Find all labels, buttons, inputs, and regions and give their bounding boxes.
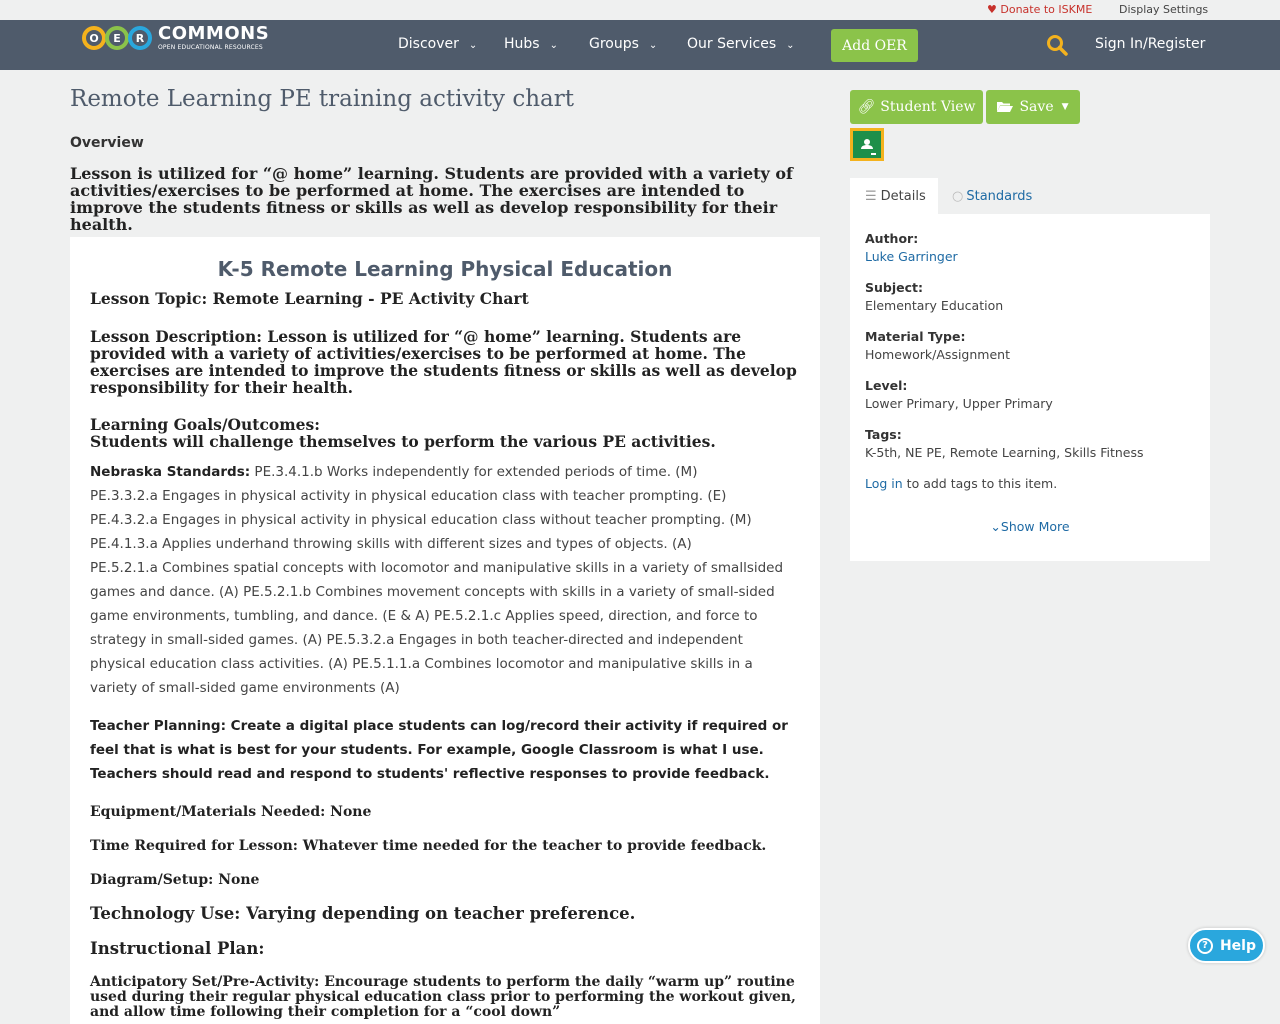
question-icon: ? <box>1197 938 1213 954</box>
logo-letter-r: R <box>128 26 152 50</box>
save-dropdown-button[interactable] <box>986 90 1080 124</box>
caret-down-icon: ▼ <box>1061 102 1069 112</box>
folder-open-icon <box>997 101 1013 113</box>
nav-our-services-label: Our Services <box>687 36 777 52</box>
google-classroom-icon <box>853 131 881 158</box>
nav-groups[interactable] <box>589 36 657 52</box>
standards-label: Nebraska Standards: <box>90 464 251 480</box>
show-more-label: Show More <box>1000 519 1070 534</box>
log-in-link[interactable]: Log in <box>865 476 903 491</box>
student-view-label: Student View <box>880 99 976 115</box>
student-view-button[interactable] <box>850 90 983 124</box>
nav-groups-label: Groups <box>589 36 639 52</box>
standards-line: PE.5.2.1.a Combines spatial concepts with locomotor and manipulative skills in a variety of smallsided games and dance. (A) PE.5.2.1.b Combines movement concepts with skills in a variety of small-sided game environments, tumbling, and dance. (E & A) PE.5.2.1.c Applies speed, direction, and force to strategy in small-sided games. (A) PE.5.3.2.a Engages in both teacher-directed and independent physical education class activities. (A) PE.5.1.1.a Combines locomotor and manipulative skills in a variety of small-sided game environments (A) <box>90 560 784 696</box>
overview-heading: Overview <box>70 135 144 151</box>
logo-text <box>158 25 269 51</box>
search-icon[interactable] <box>1046 34 1068 56</box>
equipment-needed: Equipment/Materials Needed: None <box>90 804 372 820</box>
anticipatory-set: Anticipatory Set/Pre-Activity: Encourage students to perform the daily “warm up” routine used during their regular physical education class prior to performing the workout given, and allow time following their completion for a “cool down” <box>90 974 796 1020</box>
time-required: Time Required for Lesson: Whatever time needed for the teacher to provide feedback. <box>90 838 767 854</box>
diagram-setup: Diagram/Setup: None <box>90 872 260 888</box>
teacher-planning: Teacher Planning: Create a digital place students can log/record their activity if required or feel that is what is best for your students. For example, Google Classroom is what I use. Teachers should read and respond to students' reflective responses to provide feedback. <box>90 718 788 782</box>
nav-discover[interactable] <box>398 36 477 52</box>
author-label: Author: <box>865 231 919 246</box>
chevron-down-icon: ⌄ <box>990 519 1001 534</box>
details-panel <box>850 214 1210 561</box>
level-value: Lower Primary, Upper Primary <box>865 396 1053 411</box>
help-button[interactable] <box>1188 928 1265 963</box>
material-type-label: Material Type: <box>865 329 966 344</box>
show-more-link[interactable] <box>865 519 1195 534</box>
learning-goals-text: Students will challenge themselves to perform the various PE activities. <box>90 432 716 451</box>
link-icon: 🔗︎ <box>857 99 876 115</box>
subject-label: Subject: <box>865 280 923 295</box>
login-rest-text: to add tags to this item. <box>902 476 1058 491</box>
list-icon: ☰ <box>865 188 877 204</box>
login-to-tag <box>865 476 1195 491</box>
learning-goals <box>90 416 800 450</box>
standards-line: PE.3.3.2.a Engages in physical activity in physical education class with teacher prompting. (E) <box>90 488 727 504</box>
page-title: Remote Learning PE training activity chart <box>70 86 574 112</box>
standards-line: PE.4.1.3.a Applies underhand throwing skills with different sizes and types of objects. (A) <box>90 536 692 552</box>
chevron-down-icon: ⌄ <box>549 40 558 51</box>
save-label: Save <box>1019 99 1054 115</box>
chevron-down-icon: ⌄ <box>648 40 658 51</box>
nav-hubs[interactable] <box>504 36 558 52</box>
utility-bar <box>0 0 1280 20</box>
subject-value: Elementary Education <box>865 298 1004 313</box>
add-oer-button[interactable]: Add OER <box>831 29 918 62</box>
chevron-down-icon: ⌄ <box>468 40 478 51</box>
main-navbar <box>0 20 1280 70</box>
logo-letter-e: E <box>105 26 129 50</box>
overview-text: Lesson is utilized for “@ home” learning. Students are provided with a variety of activities/exercises to be performed at home. The exercises are intended to improve the students fitness or skills as well as develop responsibility for their health. <box>70 164 793 234</box>
learning-goals-title: Learning Goals/Outcomes: <box>90 415 320 434</box>
nav-discover-label: Discover <box>398 36 459 52</box>
donate-link[interactable] <box>987 3 1092 16</box>
logo-letter-o: O <box>82 26 106 50</box>
standards-first-line <box>90 460 800 484</box>
content-heading: K-5 Remote Learning Physical Education <box>217 257 673 281</box>
standards-line: PE.4.3.2.a Engages in physical activity in physical education class without teacher prompting. (M) <box>90 512 752 528</box>
technology-use: Technology Use: Varying depending on teacher preference. <box>90 904 636 923</box>
tab-standards[interactable] <box>952 178 1032 214</box>
lesson-topic: Lesson Topic: Remote Learning - PE Activity Chart <box>90 289 529 308</box>
tab-details-label: Details <box>880 188 926 204</box>
help-label: Help <box>1219 937 1257 954</box>
lesson-description: Lesson Description: Lesson is utilized for “@ home” learning. Students are provided with a variety of activities/exercises to be performed at home. The exercises are intended to improve the students fitness or skills as well as develop responsibility for their health. <box>90 327 797 397</box>
oer-commons-logo[interactable] <box>82 25 269 51</box>
circle-icon: ○ <box>952 188 964 204</box>
logo-word: COMMONS <box>158 23 270 44</box>
chevron-down-icon: ⌄ <box>786 40 795 51</box>
level-label: Level: <box>865 378 908 393</box>
instructional-plan: Instructional Plan: <box>90 939 265 958</box>
tab-standards-label: Standards <box>966 188 1033 204</box>
logo-tagline: OPEN EDUCATIONAL RESOURCES <box>158 44 263 51</box>
standards-text: PE.3.4.1.b Works independently for extended periods of time. (M) <box>250 464 698 480</box>
google-classroom-button[interactable] <box>850 128 884 161</box>
tags-label: Tags: <box>865 427 902 442</box>
tags-value: K-5th, NE PE, Remote Learning, Skills Fitness <box>865 445 1144 460</box>
donate-label: Donate to ISKME <box>1000 3 1093 16</box>
nav-hubs-label: Hubs <box>504 36 540 52</box>
heart-icon: ♥ <box>987 3 997 16</box>
lesson-content <box>70 237 820 1024</box>
nebraska-standards <box>90 460 800 700</box>
material-type-value: Homework/Assignment <box>865 347 1010 362</box>
tab-details[interactable] <box>850 178 938 214</box>
display-settings-link[interactable]: Display Settings <box>1119 3 1209 16</box>
sign-in-register-link[interactable]: Sign In/Register <box>1095 36 1206 52</box>
author-link[interactable]: Luke Garringer <box>865 249 958 264</box>
nav-our-services[interactable] <box>687 36 795 52</box>
